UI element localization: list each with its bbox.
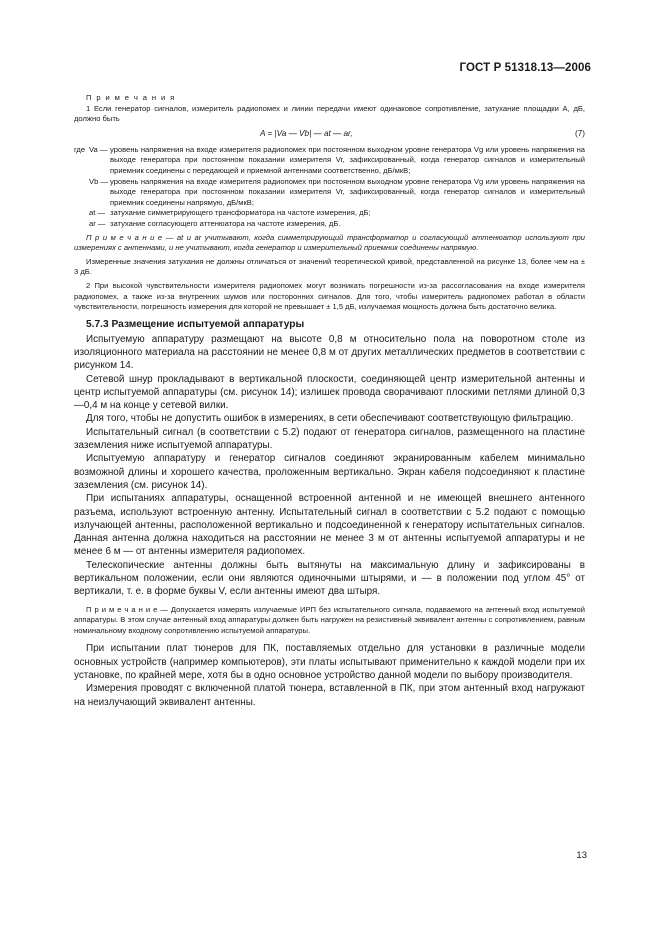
paragraph: Сетевой шнур прокладывают в вертикальной плоскости, соединяющей центр измерительной антенны и центр испытуемой аппаратуры (см. рисунок 14); излишек провода сворачивают плоскими петлями длиной 0,3—0,4 м на конце у сетевой вилки.: [74, 373, 585, 412]
paragraph: Испытательный сигнал (в соответствии с 5.2) подают от генератора сигналов, размещенного на пластине заземления ниже испытуемой аппаратуры.: [74, 426, 585, 452]
definition-term: Va —: [89, 144, 108, 154]
where-label: где: [74, 144, 86, 154]
formula-7: [74, 129, 585, 142]
page-number: 13: [576, 850, 587, 861]
variable-definitions: [74, 145, 585, 230]
paragraph: Для того, чтобы не допустить ошибок в измерениях, в сети обеспечивают соответствующую фильтрацию.: [86, 413, 574, 425]
formula-number: (7): [574, 128, 585, 138]
formula-expression: A = |Va — Vb| — at — ar,: [260, 128, 353, 138]
definition-va: [74, 145, 585, 177]
definition-ar: [74, 219, 585, 230]
definition-vb: [74, 177, 585, 209]
paragraph: Измерения проводят с включенной платой тюнера, вставленной в ПК, при этом антенный вход нагружают на неизлучающий эквивалент антенны.: [74, 683, 585, 708]
paragraph: При испытаниях аппаратуры, оснащенной встроенной антенной и не имеющей внешнего антенного разъема, используют встроенную антенну. Испытательный сигнал в соответствии с 5.2 подают с помощью излучающей антенны, расположенной вертикально и подсоединенной к генератору испытательных сигналов. Данная антенна должна находиться на расстоянии не менее 3 м от антенны испытуемой аппаратуры и не менее 6 м — от антенны измерителя радиопомех.: [74, 493, 585, 558]
definition-text: уровень напряжения на входе измерителя радиопомех при постоянном выходном уровне генератора Vg или уровень напряжения на выходе генератора при постоянном показании измерителя Vr, зафиксированный, когда генератор сигналов и измерительный приемник соединены напрямую, дБ/мкВ;: [110, 176, 585, 207]
section-title: 5.7.3 Размещение испытуемой аппаратуры: [86, 318, 305, 330]
note-1-intro: 1 Если генератор сигналов, измеритель радиопомех и линии передачи имеют одинаковое сопротивление, затухание площадки A, дБ, должно быть: [74, 103, 585, 124]
standard-header: ГОСТ Р 51318.13—2006: [459, 62, 591, 74]
definition-term: Vb —: [89, 176, 108, 186]
definition-text: затухание согласующего аттенюатора на частоте измерения, дБ.: [110, 218, 341, 228]
page-content: [74, 93, 585, 709]
measured-values-note: Измеренные значения затухания не должны отличаться от значений теоретической кривой, представленной на рисунке 13, более чем на ± 3 дБ.: [74, 256, 585, 277]
section-note: П р и м е ч а н и е — Допускается измерять излучаемые ИРП без испытательного сигнала, подаваемого на антенный вход испытуемой аппаратуры. В этом случае антенный вход аппаратуры должен быть нагружен на резистивный эквивалент антенны с сопротивлением, равным номинальному входному сопротивлению испытуемой аппаратуры.: [74, 604, 585, 635]
definition-text: затухание симметрирующего трансформатора на частоте измерения, дБ;: [110, 208, 371, 218]
definition-term: ar —: [89, 218, 106, 228]
definition-text: уровень напряжения на входе измерителя радиопомех при постоянном выходном уровне генератора Vg или уровень напряжения на выходе генератора при постоянном показании измерителя Vr, зафиксированный, когда генератор сигналов и измерительный приемник соединены с передающей и приемной антеннами соответственно, дБ/мкВ;: [110, 144, 585, 175]
definition-term: at —: [89, 208, 106, 218]
note-2: 2 При высокой чувствительности измерителя радиопомех могут возникать погрешности из-за рассогласования на входе измерителя радиопомех, а также из-за внутренних шумов или посторонних сигналов. Для того, чтобы измеритель радиопомех работал в области чувствительности, погрешность измерения для которой не превышает ± 1,5 дБ, излучаемая мощность должна быть достаточно велика.: [74, 280, 585, 312]
paragraph: При испытании плат тюнеров для ПК, поставляемых отдельно для установки в различные модели основных устройств (например компьютеров), эти платы испытывают применительно к каждой модели при их установке, по крайней мере, хотя бы в одно основное устройство данной модели по выбору производителя.: [74, 643, 585, 681]
paragraph: Испытуемую аппаратуру и генератор сигналов соединяют экранированным кабелем минимально возможной длины и хорошего качества, проложенным вертикально. Экран кабеля подсоединяют к пластине заземления (см. рисунок 14).: [74, 453, 585, 491]
paragraph: Телескопические антенны должны быть вытянуты на максимальную длину и зафиксированы в вертикальном положении, если они являются одиночными штырями, и — в положении под углом 45° от вертикали, т. е. в форме буквы V, если антенны имеют два штыря.: [74, 559, 585, 598]
inner-note: П р и м е ч а н и е — at и ar учитывают, когда симметрирующий трансформатор и согласующий аттенюатор используют при измерениях с антеннами, и не учитывают, когда генератор и измерительный приемник соединены напрямую.: [74, 232, 585, 253]
definition-at: [74, 208, 585, 219]
paragraph: Испытуемую аппаратуру размещают на высоте 0,8 м относительно пола на поворотном столе из изоляционного материала на расстоянии не менее 0,8 м от других металлических предметов в соответствии с рисунком 14.: [74, 333, 585, 372]
notes-heading: П р и м е ч а н и я: [86, 93, 176, 102]
